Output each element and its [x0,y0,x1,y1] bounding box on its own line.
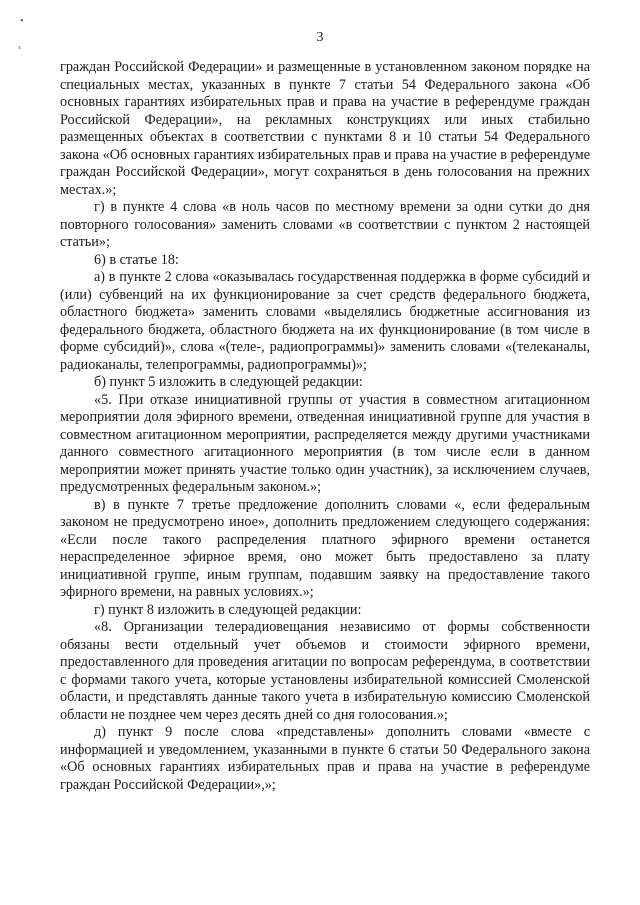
paragraph: г) в пункте 4 слова «в ноль часов по местному времени за одни сутки до дня повторного голосования» заменить словами «в соответствии с пунктом 2 настоящей статьи»; [60,199,590,250]
paragraph: б) пункт 5 изложить в следующей редакции: [94,374,363,390]
paragraph: г) пункт 8 изложить в следующей редакции: [94,601,362,618]
paragraph: «8. Организации телерадиовещания независимо от формы собственности обязаны вести отдельный учет объемов и стоимости эфирного времени, предоставленного для проведения агитации по вопросам референдума, в соответствии с формами такого учета, которые установлены избирательной комиссией Смоленской области, и представлять данные такого учета в избирательную комиссию Смоленской области не позднее чем через десять дней со дня голосования.»; [60,619,590,723]
scan-mark: • [20,16,24,27]
paragraph: граждан Российской Федерации» и размещенные в установленном законом порядке на специальных местах, указанных в пункте 7 статьи 54 Федерального закона «Об основных гарантиях избирательных прав и права на участие в референдуме граждан Российской Федерации», на рекламных конструкциях или иных стабильно размещенных объектах в соответствии с пунктами 8 и 10 статьи 54 Федерального закона «Об основных гарантиях избирательных прав и права на участие в референдуме граждан Российской Федерации», могут сохраняться в день голосования на прежних местах.»; [60,59,590,198]
scan-mark: ₓ [18,40,21,51]
document-body [60,59,590,794]
paragraph: в) в пункте 7 третье предложение дополнить словами «, если федеральным законом не предусмотрено иное», дополнить предложением следующего содержания: «Если после такого распределения платного эфирного времени останется нераспределенное эфирное время, оно может быть предоставлено за плату инициативной группе, иным группам, подавшим заявку на предоставление такого эфирного времени, на равных условиях.»; [60,496,590,600]
paragraph: 6) в статье 18: [94,251,179,268]
paragraph: а) в пункте 2 слова «оказывалась государственная поддержка в форме субсидий и (или) субвенций на их функционирование за счет средств федерального бюджета, областного бюджета» заменить словами «выделялись бюджетные ассигнования из федерального бюджета, областного бюджета на их функционирование (в том числе в форме субсидий)», слова «(теле-, радиопрограммы)» заменить словами «(телеканалы, радиоканалы, телепрограммы, радиопрограммы)»; [60,269,590,373]
paragraph: «5. При отказе инициативной группы от участия в совместном агитационном мероприятии доля эфирного времени, отведенная инициативной группе для участия в совместном агитационном мероприятии, распределяется между другими участниками данного совместного агитационного мероприятия (в том числе если в данном мероприятии может принять участие только один участник), за исключением случаев, предусмотренных федеральным законом.»; [60,391,590,495]
paragraph: д) пункт 9 после слова «представлены» дополнить словами «вместе с информацией и уведомлением, указанными в пункте 6 статьи 50 Федерального закона «Об основных гарантиях избирательных прав и права на участие в референдуме граждан Российской Федерации»,»; [60,724,590,793]
page-number: 3 [316,30,324,45]
